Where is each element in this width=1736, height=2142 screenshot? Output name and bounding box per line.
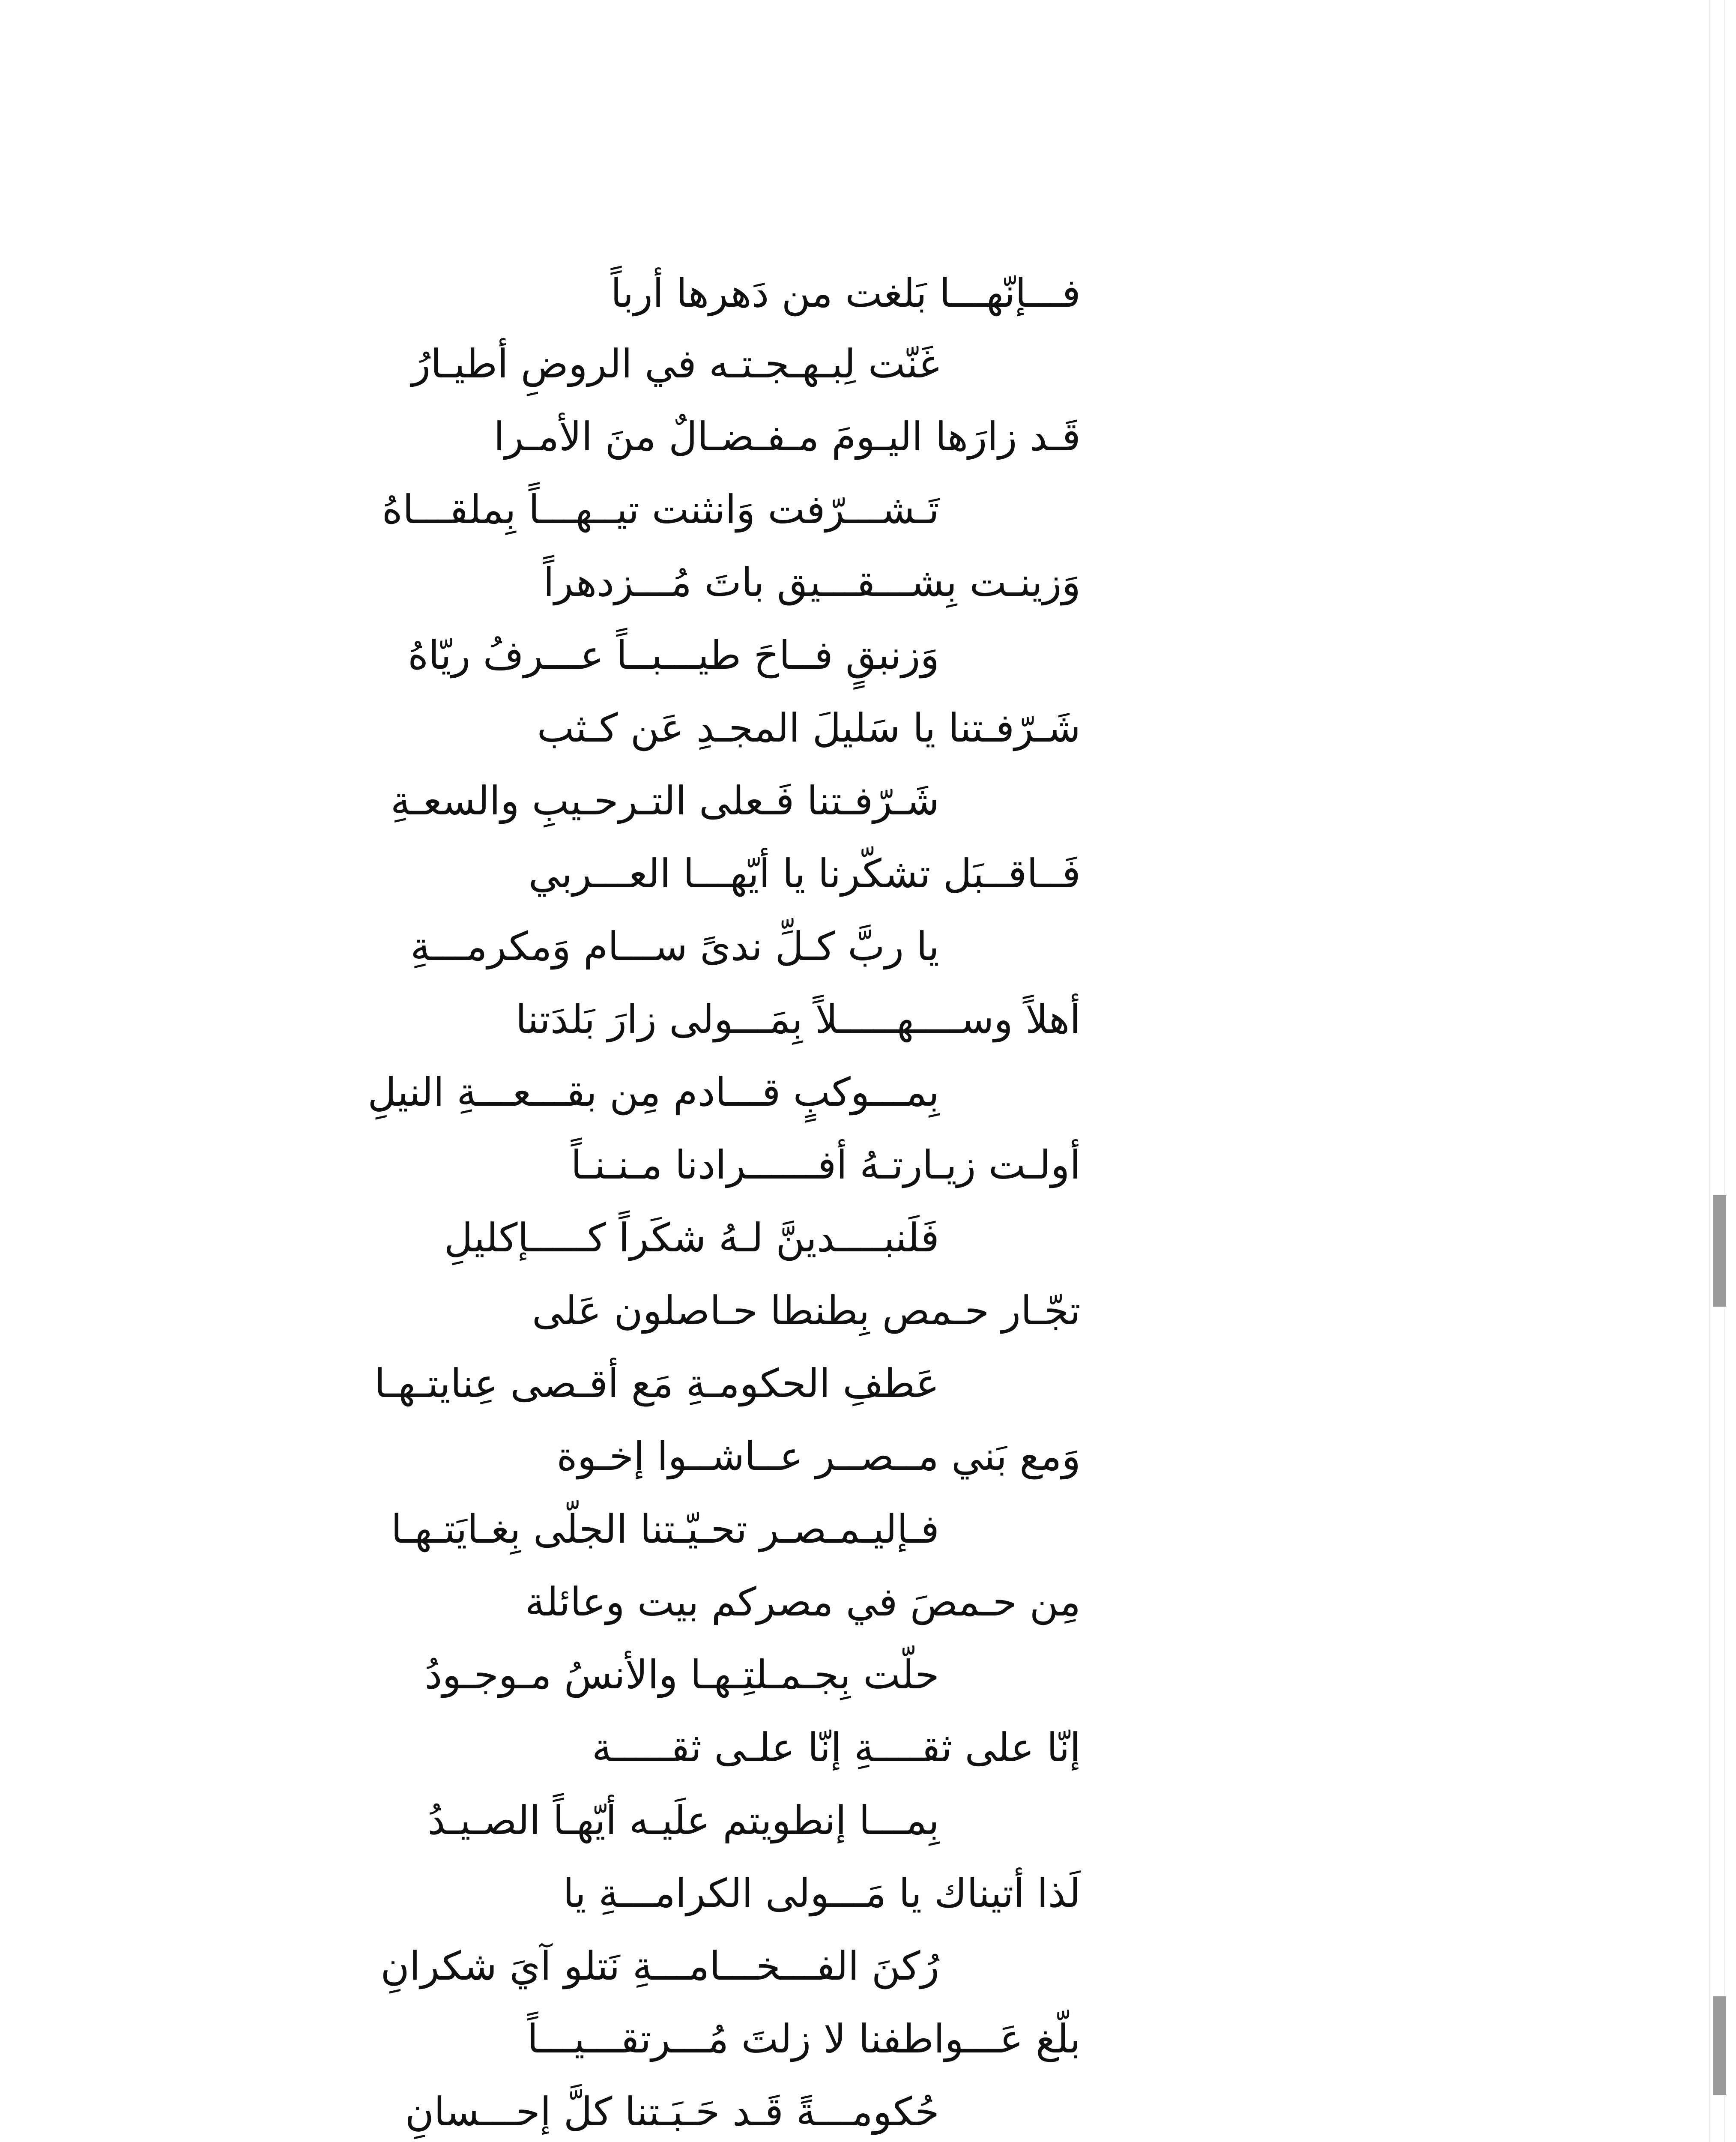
verse-line: أولـت زيـارتـهُ أفــــــرادنا مـنـنـاً [571,1142,1081,1188]
verse-line: فَلَنبــــدينَّ لـهُ شكَراً كـــــإكليلِ [444,1215,939,1261]
verse-line: فـإليـمـصـر تحـيّـتنا الجلّى بِغـايَتـهـا [391,1506,939,1552]
verse-line: قَـد زارَها اليـومَ مـفـضـالٌ منَ الأمـرا [493,414,1081,460]
verse-line: حُكومـــةً قَـد حَـبَـتنا كلَّ إحـــسانِ [405,2089,939,2135]
verse-line: وَزنبقٍ فــاحَ طيـــبــاً عـــرفُ ريّاهُ [408,632,939,678]
verse-line: فـــإنّهـــا بَلغت من دَهرها أرباً [610,270,1081,316]
verse-line: رُكنَ الفـــخـــامـــةِ نَتلو آيَ شكرانِ [380,1943,939,1989]
verse-line: شَـرّفـتنا فَـعلى التـرحـيبِ والسعـةِ [390,778,939,824]
verse-line: غَنّت لِبـهـجـتـه في الروضِ أطيـارُ [411,341,939,387]
verse-line: بِمـــا إنطويتم علَيـه أيّهـاً الصـيـدُ [427,1798,939,1843]
verse-line: وَزينـت بِشـــقـــيق باتَ مُـــزدهراً [543,559,1081,605]
verse-line: وَمع بَني مــصــر عــاشــوا إخـوة [556,1433,1081,1479]
verse-line: بِمـــوكبٍ قـــادم مِن بقـــعـــةِ النيلِ [368,1069,939,1115]
verse-line: مِن حـمصَ في مصركم بيت وعائلة [525,1579,1081,1625]
verse-line: عَطفِ الحكومـةِ مَع أقـصى عِنايتـهـا [374,1361,939,1406]
verse-line: لَذا أتيناك يا مَـــولى الكرامـــةِ يا [563,1870,1081,1916]
verse-line: يا ربَّ كـلِّ ندىً ســـام وَمكرمـــةِ [410,924,939,969]
verse-line: بلّغ عَـــواطفنا لا زلتَ مُـــرتقـــيـــاً [527,2016,1081,2062]
verse-line: تَـشـــرّفت وَانثنت تيــهـــاً بِملقـــاهُ [382,487,939,533]
verse-line: تجّـار حـمص بِطنطا حـاصلون عَلى [532,1288,1081,1334]
verse-line: أهلاً وســــهـــــلاً بِمَـــولى زارَ بَلدَتنا [515,996,1081,1042]
verse-line: فَــاقــبَل تشكّرنا يا أيّهـــا العـــربي [528,851,1081,897]
verse-line: شَـرّفـتنا يا سَليلَ المجـدِ عَن كـثب [537,705,1081,751]
verse-line: حلّت بِجـمـلتِـهـا والأنسُ مـوجـودُ [424,1652,939,1698]
verse-line: إنّا على ثقــــةِ إنّا علـى ثقـــــة [592,1725,1081,1771]
